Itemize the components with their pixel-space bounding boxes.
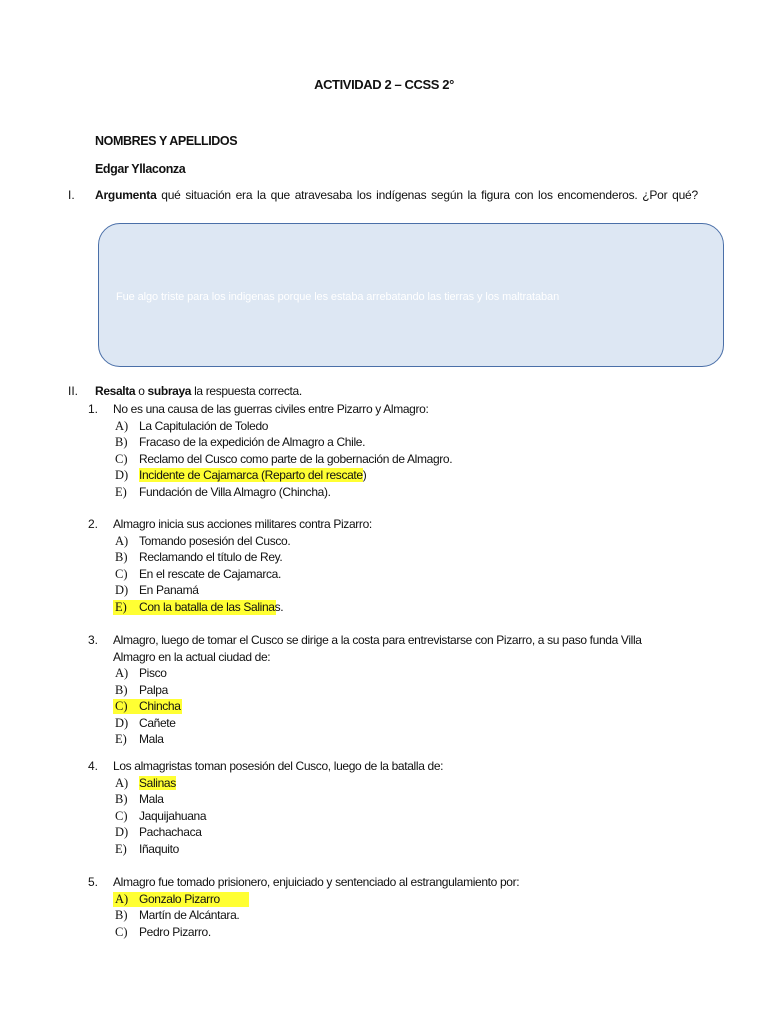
option-letter: A) <box>115 891 129 906</box>
option-letter: A) <box>115 533 129 548</box>
section-1-keyword: Argumenta <box>95 188 157 202</box>
section-2-connector: o <box>135 384 148 398</box>
option-letter: B) <box>115 908 128 922</box>
section-2-word-subraya: subraya <box>147 384 192 398</box>
option-letter: D) <box>115 468 129 482</box>
option-text: Cañete <box>139 715 176 730</box>
option-text: Jaquijahuana <box>139 808 207 823</box>
option-text: Tomando posesión del Cusco. <box>139 533 291 548</box>
option-text: Pedro Pizarro. <box>139 924 211 939</box>
option-letter: E) <box>115 484 127 499</box>
option-text: Martín de Alcántara. <box>139 908 240 922</box>
option-a[interactable] <box>88 665 688 682</box>
option-b[interactable] <box>88 907 688 924</box>
question-number: 3. <box>88 633 99 647</box>
option-letter: C) <box>115 699 128 713</box>
option-d-selected[interactable] <box>88 467 688 484</box>
option-text: En Panamá <box>139 583 199 597</box>
option-text: Gonzalo Pizarro <box>139 891 220 906</box>
question-number: 1. <box>88 402 99 416</box>
option-e[interactable] <box>88 731 688 748</box>
question-number: 5. <box>88 875 99 889</box>
option-letter: C) <box>115 808 128 823</box>
option-d[interactable] <box>88 824 688 841</box>
option-letter: D) <box>115 825 129 839</box>
option-letter: B) <box>115 682 128 697</box>
option-text: Chincha <box>139 699 181 713</box>
option-a-selected[interactable] <box>88 775 688 792</box>
question-5 <box>88 874 688 940</box>
option-e[interactable] <box>88 841 688 858</box>
question-2 <box>88 516 688 615</box>
option-c[interactable] <box>88 566 688 583</box>
option-letter: C) <box>115 451 128 466</box>
option-letter: B) <box>115 550 128 564</box>
section-2-number: II. <box>68 384 79 398</box>
option-text: Pachachaca <box>139 825 202 839</box>
option-text: Iñaquito <box>139 841 179 856</box>
option-text <box>139 467 366 484</box>
option-letter: E) <box>115 841 127 856</box>
option-text: Palpa <box>139 682 168 697</box>
student-name: Edgar Yllaconza <box>95 162 186 176</box>
section-2-text <box>95 384 302 398</box>
option-e[interactable] <box>88 484 688 501</box>
option-letter: B) <box>115 792 128 806</box>
option-a-selected[interactable] <box>88 891 688 908</box>
option-letter: C) <box>115 924 128 939</box>
highlighted-answer: Incidente de Cajamarca (Reparto del rescate <box>139 468 363 482</box>
option-letter: A) <box>115 775 129 790</box>
option-a[interactable] <box>88 418 688 435</box>
option-b[interactable] <box>88 434 688 451</box>
option-text: Pisco <box>139 666 167 680</box>
highlighted-answer: Salinas <box>139 775 176 790</box>
option-text: Con la batalla de las Salinas. <box>139 599 284 614</box>
option-b[interactable] <box>88 549 688 566</box>
option-text: Mala <box>139 732 164 746</box>
option-letter: A) <box>115 666 129 680</box>
option-text: La Capitulación de Toledo <box>139 418 269 433</box>
option-letter: C) <box>115 566 128 581</box>
answer-text: Fue algo triste para los indigenas porque les estaba arrebatando las tierras y los maltrataban <box>116 291 560 303</box>
question-text: Los almagristas toman posesión del Cusco, luego de la batalla de: <box>113 759 444 773</box>
section-1-number: I. <box>68 188 75 202</box>
option-letter: D) <box>115 583 129 597</box>
option-letter: A) <box>115 418 129 433</box>
question-text: No es una causa de las guerras civiles entre Pizarro y Almagro: <box>113 402 429 416</box>
question-4 <box>88 758 688 857</box>
page-title: ACTIVIDAD 2 – CCSS 2° <box>314 77 454 92</box>
option-suffix: ) <box>362 468 367 482</box>
question-text-continued: Almagro en la actual ciudad de: <box>113 649 271 664</box>
option-b[interactable] <box>88 682 688 699</box>
option-text: Mala <box>139 792 164 806</box>
option-letter: D) <box>115 715 129 730</box>
option-letter: B) <box>115 435 128 449</box>
section-2-word-resalta: Resalta <box>95 384 136 398</box>
option-text: Fracaso de la expedición de Almagro a Chile. <box>139 435 366 449</box>
section-1-text <box>95 188 698 202</box>
option-text: Fundación de Villa Almagro (Chincha). <box>139 484 331 499</box>
question-number: 2. <box>88 517 99 531</box>
option-letter: E) <box>115 732 127 746</box>
option-b[interactable] <box>88 791 688 808</box>
section-1-question: qué situación era la que atravesaba los indígenas según la figura con los encomenderos. ¿Por qué? <box>156 188 698 202</box>
question-number: 4. <box>88 759 99 773</box>
option-text: Reclamo del Cusco como parte de la gobernación de Almagro. <box>139 451 453 466</box>
option-c[interactable] <box>88 808 688 825</box>
question-text: Almagro inicia sus acciones militares contra Pizarro: <box>113 517 372 531</box>
question-1 <box>88 401 688 500</box>
question-text: Almagro, luego de tomar el Cusco se dirige a la costa para entrevistarse con Pizarro, a su paso funda Villa <box>113 633 642 647</box>
option-d[interactable] <box>88 715 688 732</box>
option-text: En el rescate de Cajamarca. <box>139 566 281 581</box>
option-c[interactable] <box>88 924 688 941</box>
option-letter: E) <box>115 599 127 614</box>
section-2-rest: la respuesta correcta. <box>191 384 302 398</box>
option-text <box>139 775 176 792</box>
option-d[interactable] <box>88 582 688 599</box>
option-a[interactable] <box>88 533 688 550</box>
option-text: Reclamando el título de Rey. <box>139 550 283 564</box>
option-c-selected[interactable] <box>88 698 688 715</box>
answer-box[interactable] <box>98 223 724 367</box>
question-text: Almagro fue tomado prisionero, enjuiciado y sentenciado al estrangulamiento por: <box>113 875 520 889</box>
names-label: NOMBRES Y APELLIDOS <box>95 134 238 148</box>
option-e-selected[interactable] <box>88 599 688 616</box>
option-c[interactable] <box>88 451 688 468</box>
question-3 <box>88 632 688 748</box>
